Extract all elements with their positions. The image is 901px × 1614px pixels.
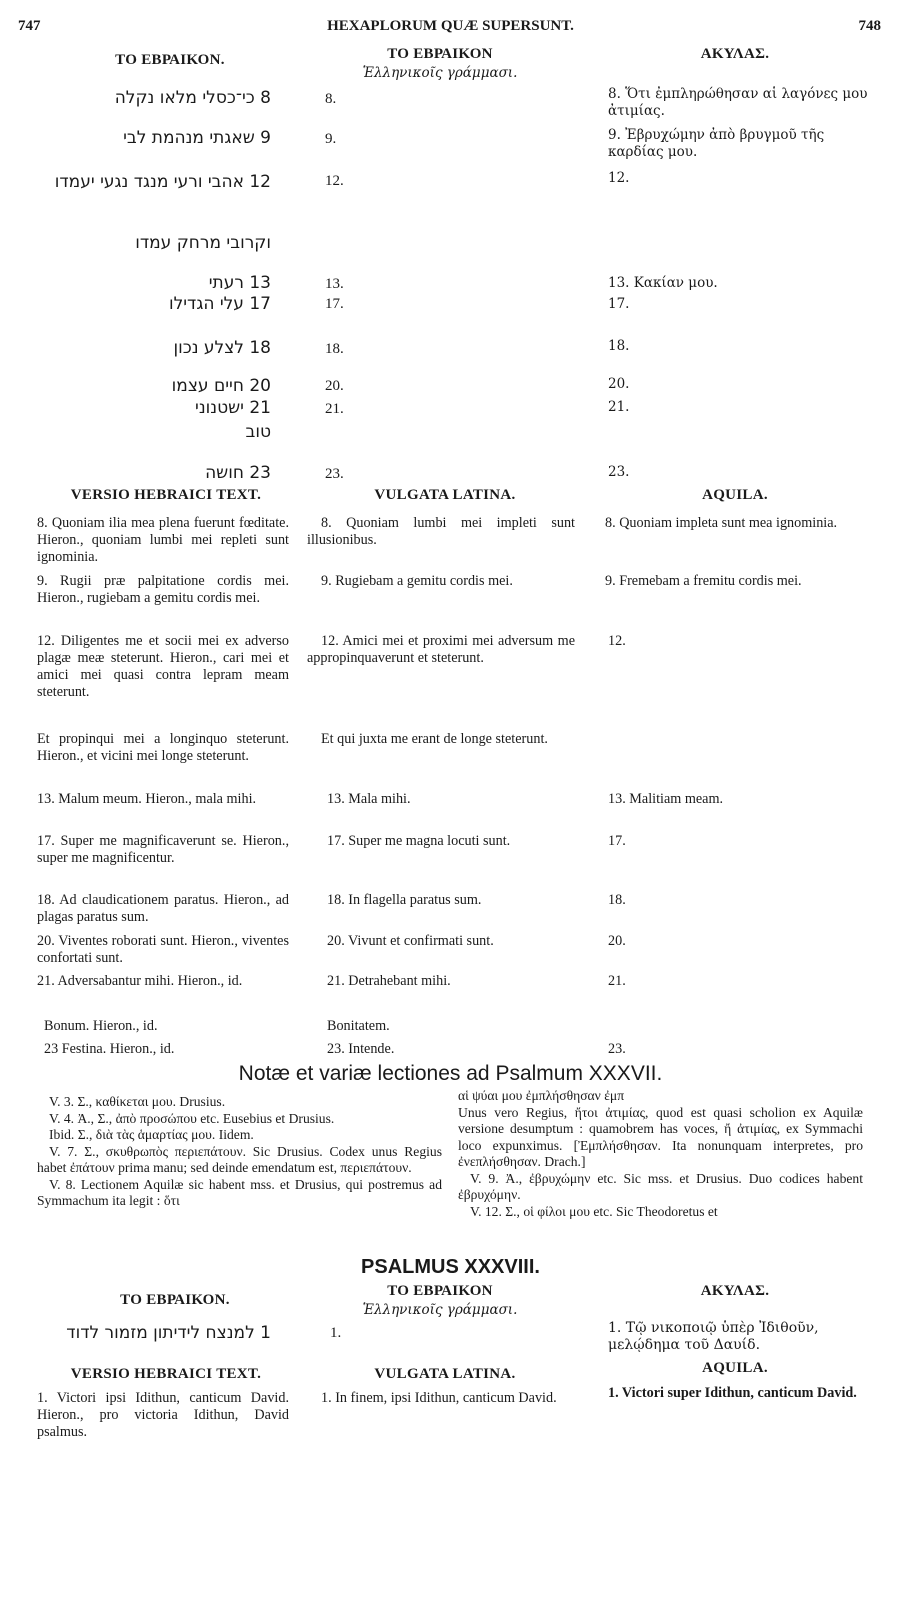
aquila-latin-text: 18.	[608, 892, 626, 908]
verse-number: 17.	[325, 296, 344, 312]
aquila-latin-text: 9. Fremebam a fremitu cordis mei.	[605, 573, 802, 589]
hebrew-line: טוב	[245, 422, 271, 442]
aquila-greek-text: 9. Ἐβρυχώμην ἀπὸ βρυγμοῦ τῆς καρδίας μου.	[608, 127, 825, 160]
col-head-aquila: AQUILA.	[702, 487, 768, 503]
versio-text: Et propinqui mei a longinquo steterunt. Hieron., et vicini mei longe steterunt.	[37, 731, 289, 764]
verse-number: 1.	[330, 1325, 342, 1341]
versio-text: 9. Rugii præ palpitatione cordis mei. Hieron., rugiebam a gemitu cordis mei.	[37, 573, 289, 606]
vulgata-text: 12. Amici mei et proximi mei adversum me appropinquaverunt et steterunt.	[307, 633, 575, 666]
vulgata-text: 20. Vivunt et confirmati sunt.	[327, 933, 494, 949]
aquila-latin-text: 17.	[608, 833, 626, 849]
vulgata-text: 8. Quoniam lumbi mei impleti sunt illusionibus.	[307, 515, 575, 548]
note-paragraph: αἱ ψύαι μου ἐμπλήσθησαν ἐμπ	[458, 1088, 625, 1103]
aquila-greek-text: 1. Τῷ νικοποιῷ ὑπὲρ Ἰδιθοῦν, μελῴδημα τοῦ Δαυίδ.	[608, 1320, 819, 1353]
versio-text: 23 Festina. Hieron., id.	[44, 1041, 175, 1057]
note-paragraph: V. 7. Σ., σκυθρωπὸς περιεπάτουν. Sic Drusius. Codex unus Regius habet ἐπάτουν prima manu; sed deinde emendatum est, περιεπάτουν.	[37, 1143, 442, 1175]
verse-number: 13.	[325, 276, 344, 292]
col-head-vulgata: VULGATA LATINA.	[374, 1366, 516, 1382]
aquila-greek-text: 12.	[608, 170, 630, 186]
note-paragraph: Ibid. Σ., διὰ τὰς ἁμαρτίας μου. Iidem.	[49, 1127, 254, 1142]
verse-number: 18.	[325, 341, 344, 357]
versio-text: 21. Adversabantur mihi. Hieron., id.	[37, 973, 243, 989]
versio-text: 20. Viventes roborati sunt. Hieron., viventes confortati sunt.	[37, 933, 289, 966]
verse-number: 23.	[325, 466, 344, 482]
col-head-versio: VERSIO HEBRAICI TEXT.	[70, 1366, 262, 1382]
col-head-aquila-greek: ΑΚΥΛΑΣ.	[700, 46, 770, 62]
aquila-greek-text: 18.	[608, 338, 630, 354]
versio-text: 12. Diligentes me et socii mei ex adverso plagæ meæ steterunt. Hieron., cari mei et amici mei quasi contra lepram meam steterunt.	[37, 633, 289, 700]
aquila-latin-text: 1. Victori super Idithun, canticum David.	[608, 1385, 857, 1401]
aquila-greek-text: 8. Ὅτι ἐμπληρώθησαν αἱ λαγόνες μου ἀτιμίας.	[608, 86, 868, 119]
running-title: HEXAPLORUM QUÆ SUPERSUNT.	[327, 18, 574, 34]
notes-title: Notæ et variæ lectiones ad Psalmum XXXVII.	[238, 1062, 663, 1085]
vulgata-text: 9. Rugiebam a gemitu cordis mei.	[321, 573, 513, 589]
page-number-left: 747	[18, 18, 41, 34]
col-head-hebrew: ΤΟ ΕΒΡΑΙΚΟΝ.	[120, 1292, 230, 1308]
vulgata-text: 23. Intende.	[327, 1041, 395, 1057]
hebrew-line: 17 עלי הגדילו	[168, 294, 271, 314]
hebrew-line: 21 ישטנוני	[195, 398, 271, 418]
note-paragraph: V. 12. Σ., οἱ φίλοι μου etc. Sic Theodoretus et	[470, 1203, 718, 1219]
verse-number: 12.	[325, 173, 344, 189]
vulgata-text: 21. Detrahebant mihi.	[327, 973, 451, 989]
hebrew-line: 9 שאגתי מנהמת לבי	[123, 128, 271, 148]
note-paragraph: V. 4. Ἀ., Σ., ἀπὸ προσώπου etc. Eusebius et Drusius.	[49, 1110, 335, 1126]
hebrew-line: 12 אהבי ורעי מנגד נגעי יעמדו	[54, 172, 271, 192]
aquila-greek-text: 23.	[608, 464, 630, 480]
aquila-latin-text: 13. Malitiam meam.	[608, 791, 724, 807]
col-head-aquila-greek: ΑΚΥΛΑΣ.	[700, 1283, 770, 1299]
hebrew-line: 8 כי־כסלי מלאו נקלה	[114, 88, 271, 108]
verse-number: 20.	[325, 378, 344, 394]
aquila-latin-text: 23.	[608, 1041, 626, 1057]
col-head-aquila: AQUILA.	[702, 1360, 768, 1376]
aquila-latin-text: 12.	[608, 633, 626, 649]
aquila-greek-text: 17.	[608, 296, 630, 312]
versio-text: 8. Quoniam ilia mea plena fuerunt fœditate. Hieron., quoniam lumbi mei repleti sunt ignominia.	[37, 515, 289, 565]
hebrew-line: 20 חיים עצמו	[171, 376, 271, 396]
psalm-title: PSALMUS XXXVIII.	[361, 1256, 540, 1278]
notes-left-column	[37, 1094, 442, 1210]
vulgata-text: Bonitatem.	[327, 1018, 390, 1034]
page-number-right: 748	[858, 18, 881, 34]
vulgata-text: 18. In flagella paratus sum.	[327, 892, 482, 908]
aquila-greek-text: 21.	[608, 399, 630, 415]
hebrew-line: 18 לצלע נכון	[173, 338, 271, 358]
col-subhead-greek-letters: Ἑλληνικοῖς γράμμασι.	[362, 65, 518, 81]
note-paragraph: V. 8. Lectionem Aquilæ sic habent mss. et Drusius, qui postremus ad Symmachum ita legit : ὅτι	[37, 1176, 442, 1208]
vulgata-text: Et qui juxta me erant de longe steterunt.	[321, 731, 548, 747]
vulgata-text: 17. Super me magna locuti sunt.	[327, 833, 511, 849]
versio-text: 17. Super me magnificaverunt se. Hieron., super me magnificentur.	[37, 833, 289, 866]
verse-number: 8.	[325, 91, 337, 107]
versio-text: 18. Ad claudicationem paratus. Hieron., ad plagas paratus sum.	[37, 892, 289, 925]
notes-right-column	[458, 1088, 863, 1220]
col-head-versio: VERSIO HEBRAICI TEXT.	[70, 487, 262, 503]
aquila-latin-text: 21.	[608, 973, 626, 989]
verse-number: 9.	[325, 131, 337, 147]
aquila-greek-text: 13. Κακίαν μου.	[608, 275, 718, 291]
hebrew-line: 13 רעתי	[208, 273, 271, 293]
vulgata-text: 1. In finem, ipsi Idithun, canticum David.	[321, 1390, 557, 1406]
note-paragraph: Unus vero Regius, ἤτοι ἀτιμίας, quod est quasi scholion ex Aquilæ versione desumptum : quamobrem has voces, ἤ ἀτιμίας, ex Symmachi loco expunximus. [Ἐμπλήσθησαν. Ita nonunquam interpretes, pro ἐνεπλήσθησαν. Drach.]	[458, 1104, 863, 1169]
versio-text: 13. Malum meum. Hieron., mala mihi.	[37, 791, 257, 807]
aquila-latin-text: 8. Quoniam impleta sunt mea ignominia.	[605, 515, 838, 531]
versio-text: Bonum. Hieron., id.	[44, 1018, 158, 1034]
versio-text: 1. Victori ipsi Idithun, canticum David. Hieron., pro victoria Idithun, David psalmus.	[37, 1390, 289, 1440]
col-head-hebrew: ΤΟ ΕΒΡΑΙΚΟΝ.	[115, 52, 225, 68]
aquila-latin-text: 20.	[608, 933, 626, 949]
note-paragraph: V. 3. Σ., καθίκεται μου. Drusius.	[49, 1094, 226, 1109]
hebrew-line: 23 חושה	[205, 463, 271, 483]
aquila-greek-text: 20.	[608, 376, 630, 392]
hebrew-line: 1 למנצח לידיתון מזמור לדוד	[66, 1323, 271, 1343]
vulgata-text: 13. Mala mihi.	[327, 791, 411, 807]
col-head-hebrew-greek: ΤΟ ΕΒΡΑΙΚΟΝ	[387, 46, 493, 62]
hebrew-line: וקרובי מרחק עמדו	[135, 233, 271, 253]
col-subhead-greek-letters: Ἑλληνικοῖς γράμμασι.	[362, 1302, 518, 1318]
note-paragraph: V. 9. Ἀ., ἐβρυχώμην etc. Sic mss. et Drusius. Duo codices habent ἐβρυχόμην.	[458, 1170, 863, 1202]
col-head-hebrew-greek: ΤΟ ΕΒΡΑΙΚΟΝ	[387, 1283, 493, 1299]
verse-number: 21.	[325, 401, 344, 417]
col-head-vulgata: VULGATA LATINA.	[374, 487, 516, 503]
